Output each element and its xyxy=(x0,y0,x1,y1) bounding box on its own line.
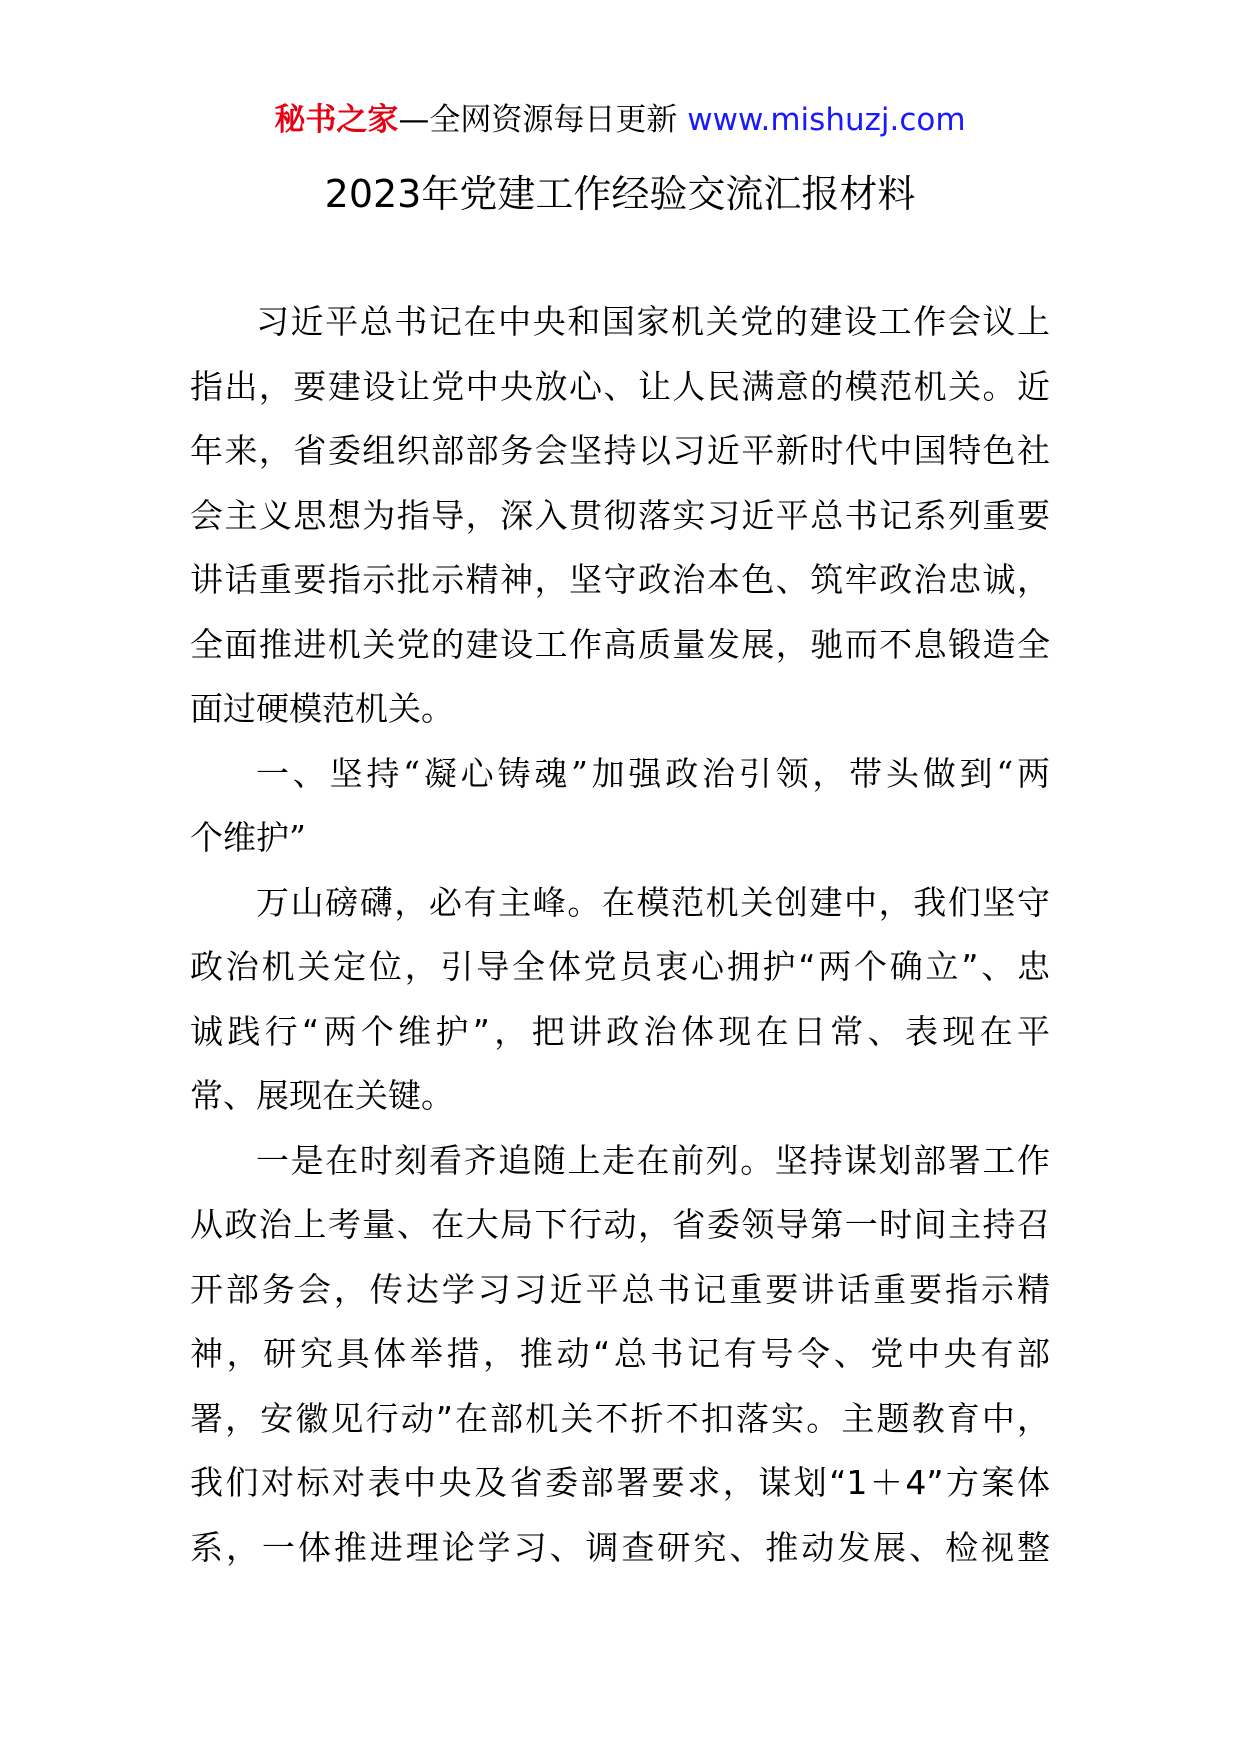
body-line: 开部务会，传达学习习近平总书记重要讲话重要指示精 xyxy=(190,1269,1050,1309)
body-line: 诚践行“两个维护”，把讲政治体现在日常、表现在平 xyxy=(190,1011,1050,1051)
brand-name: 秘书之家 xyxy=(274,102,399,138)
body-line: 面过硬模范机关。 xyxy=(190,689,454,728)
body-line: 指出，要建设让党中央放心、让人民满意的模范机关。近 xyxy=(190,366,1050,406)
body-line: 我们对标对表中央及省委部署要求，谋划“1＋4”方案体 xyxy=(190,1463,1050,1502)
body-line: 系，一体推进理论学习、调查研究、推动发展、检视整 xyxy=(190,1527,1050,1567)
body-line: 神，研究具体举措，推动“总书记有号令、党中央有部 xyxy=(190,1334,1050,1373)
document-title: 2023年党建工作经验交流汇报材料 xyxy=(324,172,916,216)
body-line: 常、展现在关键。 xyxy=(190,1076,454,1115)
body-line: 一是在时刻看齐追随上走在前列。坚持谋划部署工作 xyxy=(256,1140,1050,1180)
header-tagline: —全网资源每日更新 xyxy=(398,102,678,138)
body-line: 万山磅礴，必有主峰。在模范机关创建中，我们坚守 xyxy=(256,882,1050,922)
body-line: 年来，省委组织部部务会坚持以习近平新时代中国特色社 xyxy=(190,431,1050,470)
document-body xyxy=(190,290,1050,1580)
body-line: 会主义思想为指导，深入贯彻落实习近平总书记系列重要 xyxy=(190,495,1050,535)
site-url-link[interactable]: www.mishuzj.com xyxy=(687,102,966,138)
site-header xyxy=(0,98,1240,142)
body-line: 全面推进机关党的建设工作高质量发展，驰而不息锻造全 xyxy=(190,624,1050,664)
body-line: 从政治上考量、在大局下行动，省委领导第一时间主持召 xyxy=(190,1205,1050,1244)
section-heading-line: 一、坚持“凝心铸魂”加强政治引领，带头做到“两 xyxy=(256,753,1050,793)
section-heading-line: 个维护” xyxy=(190,818,306,857)
body-line: 讲话重要指示批示精神，坚守政治本色、筑牢政治忠诚， xyxy=(190,560,1050,599)
body-line: 署，安徽见行动”在部机关不折不扣落实。主题教育中， xyxy=(190,1398,1050,1438)
body-line: 政治机关定位，引导全体党员衷心拥护“两个确立”、忠 xyxy=(190,947,1050,986)
body-line: 习近平总书记在中央和国家机关党的建设工作会议上 xyxy=(256,302,1050,341)
